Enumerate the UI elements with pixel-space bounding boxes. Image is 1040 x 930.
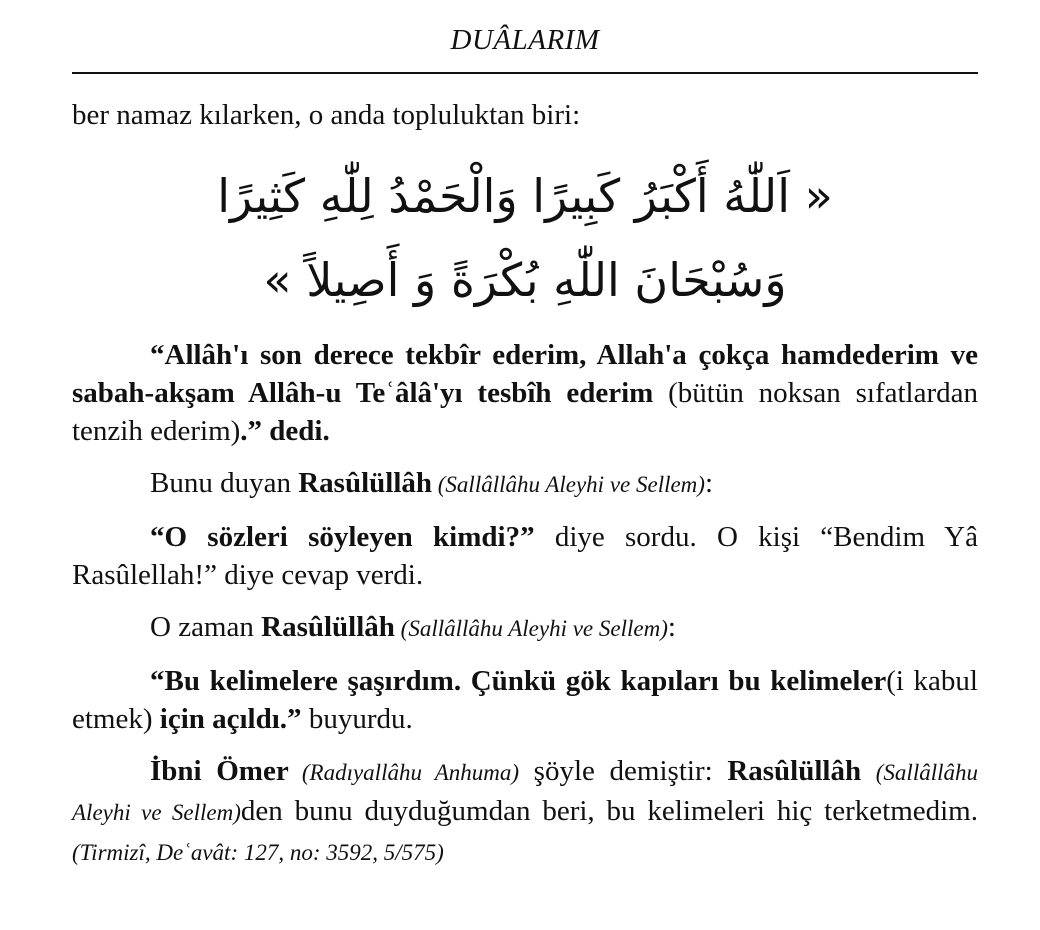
paragraph-ibni-omer xyxy=(72,752,978,872)
text-span: şöyle demiştir: xyxy=(519,755,728,787)
paragraph-who-said xyxy=(72,518,978,594)
text-span: (bütün noksan sıfatlardan tenzih ederim) xyxy=(72,377,978,447)
paragraph-continuation xyxy=(72,96,978,134)
bold-span: Rasûlüllâh xyxy=(727,755,862,787)
text-span: Bunu duyan xyxy=(150,467,299,499)
bold-span: için açıldı.” xyxy=(159,703,302,735)
italic-span: (Sallâllâhu Aleyhi ve Sellem) xyxy=(394,616,668,641)
italic-span: (Sallâllâhu Aleyhi ve Sellem) xyxy=(72,760,978,825)
page-body xyxy=(72,96,978,872)
arabic-dua-line-1: « اَللّٰهُ أَكْبَرُ كَبِيرًا وَالْحَمْدُ لِلّٰهِ كَثِيرًا xyxy=(217,169,833,223)
header-rule xyxy=(72,72,978,74)
bold-span: .” dedi. xyxy=(240,415,330,447)
text-span: O zaman xyxy=(150,611,262,643)
citation-span: (Tirmizî, Deʿavât: 127, no: 3592, 5/575) xyxy=(72,840,444,865)
text-span: buyurdu. xyxy=(301,703,413,735)
italic-span: (Sallâllâhu Aleyhi ve Sellem) xyxy=(432,472,705,497)
paragraph-then-rasulullah xyxy=(72,608,978,648)
italic-span: (Radıyallâhu Anhuma) xyxy=(288,760,520,785)
text-span: : xyxy=(704,467,714,499)
text-span: : xyxy=(667,611,676,643)
paragraph-gates-opened xyxy=(72,662,978,738)
text-span: diye sordu. O kişi “Bendim Yâ Rasûlellah!” diye cevap verdi. xyxy=(72,521,978,591)
running-header: DUÂLARIM xyxy=(450,24,600,56)
bold-span: “Bu kelimelere şaşırdım. Çünkü gök kapıları bu kelimeler xyxy=(150,665,887,697)
paragraph-translation xyxy=(72,336,978,450)
bold-span: Rasûlüllâh xyxy=(261,611,395,643)
text-span: (i kabul etmek) xyxy=(72,665,978,735)
text-span: ber namaz kılarken, o anda topluluktan biri: xyxy=(72,99,581,131)
bold-span: Rasûlüllâh xyxy=(298,467,433,499)
bold-span: “Allâh'ı son derece tekbîr ederim, Allah'a çokça hamdederim ve sabah-akşam Allâh-u Teʿâlâ'yı tesbîh ederim xyxy=(72,339,978,409)
bold-span: İbni Ömer xyxy=(150,755,289,787)
text-span: den bunu duyduğumdan beri, bu kelimeleri hiç terketmedim. xyxy=(240,795,978,827)
arabic-dua-line-2: وَسُبْحَانَ اللّٰهِ بُكْرَةً وَ أَصِيلاً » xyxy=(263,253,787,307)
paragraph-rasulullah-question xyxy=(72,464,978,504)
bold-span: “O sözleri söyleyen kimdi?” xyxy=(150,521,535,553)
